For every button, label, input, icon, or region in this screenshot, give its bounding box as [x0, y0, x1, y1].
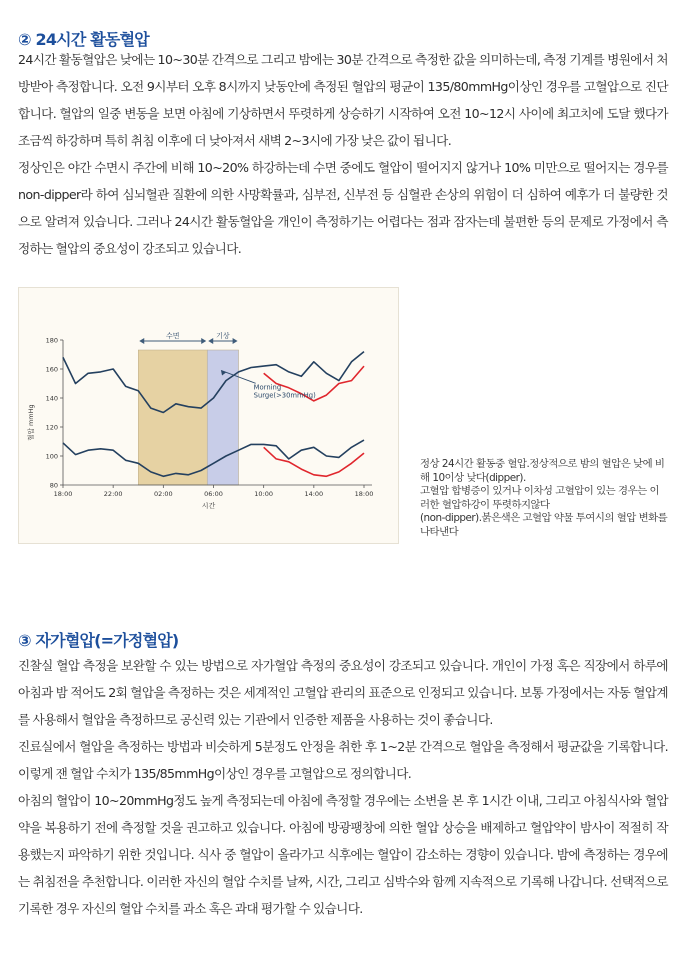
y-tick-label: 100	[45, 452, 58, 461]
section-body-ambulatory-bp	[18, 46, 668, 262]
band-arrow-head	[139, 338, 144, 344]
y-tick-label: 80	[49, 481, 58, 490]
y-tick-label: 160	[45, 365, 58, 374]
bp-line-chart	[19, 288, 400, 545]
y-tick-label: 120	[45, 423, 58, 432]
x-tick-label: 06:00	[204, 490, 223, 498]
x-tick-label: 02:00	[153, 490, 173, 498]
band-arrow-head	[208, 338, 213, 344]
y-tick-label: 180	[45, 336, 58, 345]
annotation-text: Surge(>30mmHg)	[253, 391, 316, 400]
x-tick-label: 14:00	[304, 490, 324, 498]
y-axis-title: 혈압 mmHg	[27, 404, 35, 441]
paragraph: 정상인은 야간 수면시 주간에 비해 10~20% 하강하는데 수면 중에도 혈압이 떨어지지 않거나 10% 미만으로 떨어지는 경우를 non-dipper라 하여 심뇌혈관 질환에 의한 사망확률과, 심부전, 신부전 등 심혈관 손상의 위험이 더 심하여 예후가 더 불량한 것으로 알려져 있습니다. 그러나 24시간 활동혈압을 개인이 측정하기는 어렵다는 점과 잠자는데 불편한 등의 문제로 가정에서 측정하는 혈압의 중요성이 강조되고 있습니다.	[18, 160, 668, 256]
caption-line: (non-dipper).붉은색은 고혈압 약물 투여시의 혈압 변화를 나타낸다	[420, 512, 668, 538]
band-sleep	[138, 350, 207, 485]
x-tick-label: 22:00	[103, 490, 123, 498]
figure-24h-bp-chart	[18, 287, 399, 544]
series-line-diastolic-medication	[264, 447, 364, 476]
band-label: 기상	[216, 332, 230, 340]
annotation-text: Morning	[253, 383, 282, 392]
section-heading-home-bp: ③ 자가혈압(=가정혈압)	[18, 631, 179, 650]
paragraph: 24시간 활동혈압은 낮에는 10~30분 간격으로 그리고 밤에는 30분 간격으로 측정한 값을 의미하는데, 측정 기계를 병원에서 처방받아 측정합니다. 오전 9시부터 오후 8시까지 낮동안에 측정된 혈압의 평균이 135/80mmHg이상인 경우를 고혈압으로 진단합니다. 혈압의 일중 변동을 보면 아침에 기상하면서 뚜렷하게 상승하기 시작하여 오전 10~12시 사이에 최고치에 도달 했다가 조금씩 하강하며 특히 취침 이후에 더 낮아져서 새벽 2~3시에 가장 낮은 값이 됩니다.	[18, 52, 668, 148]
band-arrow-head	[201, 338, 206, 344]
paragraph: 진료실에서 혈압을 측정하는 방법과 비슷하게 5분정도 안정을 취한 후 1~2분 간격으로 혈압을 측정해서 평균값을 기록합니다. 이렇게 잰 혈압 수치가 135/85mmHg이상인 경우를 고혈압으로 정의합니다.	[18, 739, 668, 781]
paragraph: 아침의 혈압이 10~20mmHg정도 높게 측정되는데 아침에 측정할 경우에는 소변을 본 후 1시간 이내, 그리고 아침식사와 혈압약을 복용하기 전에 측정할 것을 권고하고 있습니다. 아침에 방광팽창에 의한 혈압 상승을 배제하고 혈압약이 밤사이 적절히 작용했는지 파악하기 위한 것입니다. 식사 중 혈압이 올라가고 식후에는 혈압이 감소하는 경향이 있습니다. 밤에 측정하는 경우에는 취침전을 추천합니다. 이러한 자신의 혈압 수치를 날짜, 시간, 그리고 심박수와 함께 지속적으로 기록해 나갑니다. 선택적으로 기록한 경우 자신의 혈압 수치를 과소 혹은 과대 평가할 수 있습니다.	[18, 793, 668, 916]
caption-line: 정상 24시간 활동중 혈압.정상적으로 밤의 혈압은 낮에 비해 10이상 낮다(dipper).	[420, 458, 665, 484]
x-tick-label: 18:00	[53, 490, 73, 498]
section-heading-ambulatory-bp: ② 24시간 활동혈압	[18, 30, 149, 49]
paragraph: 진찰실 혈압 측정을 보완할 수 있는 방법으로 자가혈압 측정의 중요성이 강조되고 있습니다. 개인이 가정 혹은 직장에서 하루에 아침과 밤 적어도 2회 혈압을 측정하는 것은 세계적인 고혈압 관리의 표준으로 인정되고 있습니다. 보통 가정에서는 자동 혈압계를 사용해서 혈압을 측정하므로 공신력 있는 기관에서 인증한 제품을 사용하는 것이 좋습니다.	[18, 658, 668, 727]
figure-caption	[420, 458, 668, 540]
y-tick-label: 140	[45, 394, 58, 403]
section-body-home-bp	[18, 652, 668, 922]
x-axis-title: 시간	[201, 502, 216, 510]
x-tick-label: 18:00	[354, 490, 374, 498]
caption-line: 고혈압 합병증이 있거나 이차성 고혈압이 있는 경우는 이러한 혈압하강이 뚜렷하지않다	[420, 485, 659, 511]
band-label: 수면	[165, 332, 180, 340]
band-arrow-head	[233, 338, 238, 344]
x-tick-label: 10:00	[254, 490, 274, 498]
